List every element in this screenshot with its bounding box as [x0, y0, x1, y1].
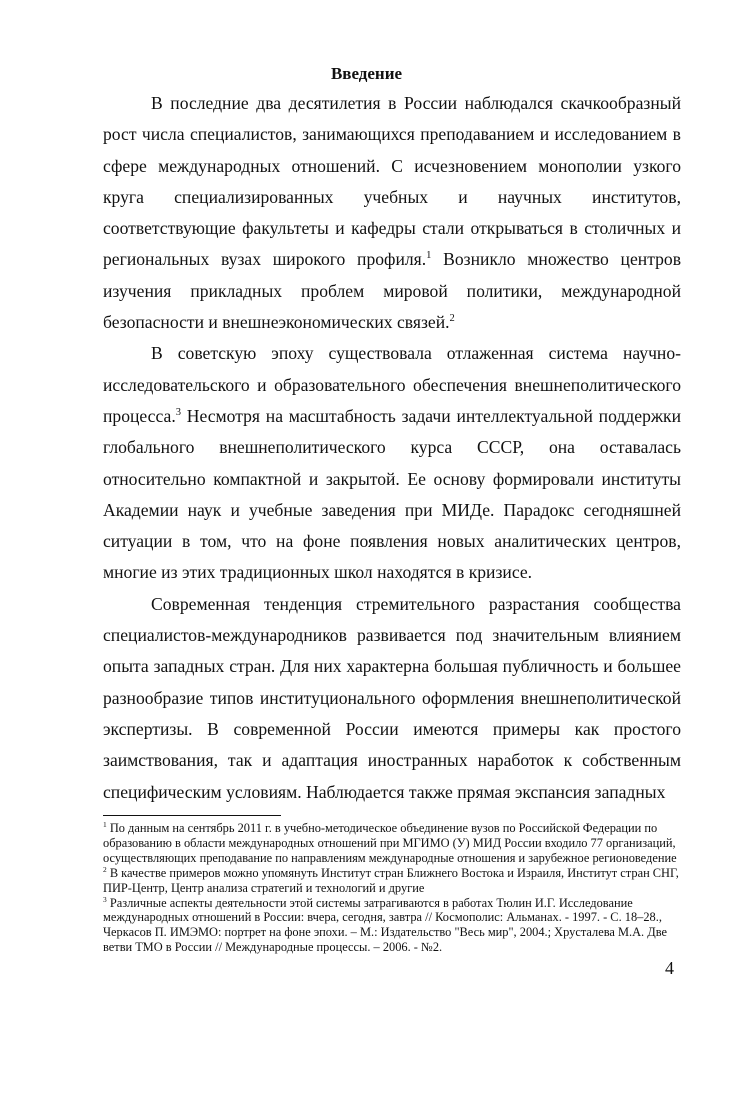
paragraph [103, 589, 681, 808]
footnote-reference: 3 [175, 407, 181, 419]
footnote-text: В качестве примеров можно упомянуть Институт стран Ближнего Востока и Израиля, Институт стран СНГ, ПИР-Центр, Центр анализа стратегий и технологий и другие [103, 865, 679, 895]
footnote-mark: 1 [103, 819, 107, 829]
footnote [103, 896, 681, 956]
footnote-text: По данным на сентябрь 2011 г. в учебно-методическое объединение вузов по Российской Федерации по образованию в области международных отношений при МГИМО (У) МИД России входило 77 организаций, осуществляющих преподавание по направлениям международные отношения и зарубежное регионоведение [103, 821, 677, 865]
paragraph-text: В советскую эпоху существовала отлаженная система научно-исследовательского и образовательного обеспечения внешнеполитического процесса. [103, 343, 681, 426]
body-text [103, 88, 681, 808]
footnotes [103, 821, 681, 955]
paragraph-text: Возникло множество центров изучения прикладных проблем мировой политики, международной безопасности и внешнеэкономических связей. [103, 249, 682, 333]
paragraph-text: В последние два десятилетия в России наблюдался скачкообразный рост числа специалистов, занимающихся преподаванием и исследованием в сфере международных отношений. С исчезновением монополии узкого круга специализированных учебных и научных институтов, соответствующие факультеты и кафедры стали открываться в столичных и региональных вузах широкого профиля. [103, 93, 681, 270]
footnote-separator [103, 815, 281, 816]
paragraph [103, 338, 681, 588]
page-number: 4 [665, 958, 674, 978]
paragraph-text: Современная тенденция стремительного разрастания сообщества специалистов-международников развивается под значительным влиянием опыта западных стран. Для них характерна большая публичность и большее разнообразие типов институционального оформления внешнеполитической экспертизы. В современной России имеются примеры как простого заимствования, так и адаптация иностранных наработок к собственным специфическим условиям. Наблюдается также прямая экспансия западных [103, 593, 681, 802]
section-heading: Введение [330, 64, 403, 83]
footnote-reference: 2 [449, 313, 455, 325]
footnote-mark: 3 [103, 894, 107, 904]
footnote-text: Различные аспекты деятельности этой системы затрагиваются в работах Тюлин И.Г. Исследование международных отношений в России: вчера, сегодня, завтра // Космополис: Альманах. - 1997. - С. 18–28., Черкасов П. ИМЭМО: портрет на фоне эпохи. – М.: Издательство "Весь мир", 2004.; Хрусталева М.А. Две ветви ТМО в России // Международные процессы. – 2006. - №2. [103, 895, 667, 955]
footnote-mark: 2 [103, 864, 107, 874]
footnote [103, 866, 681, 896]
paragraph [103, 88, 681, 338]
footnote [103, 821, 681, 866]
footnote-reference: 1 [426, 250, 432, 262]
paragraph-text: Несмотря на масштабность задачи интеллектуальной поддержки глобального внешнеполитического курса СССР, она оставалась относительно компактной и закрытой. Ее основу формировали институты Академии наук и учебные заведения при МИДе. Парадокс сегодняшней ситуации в том, что на фоне появления новых аналитических центров, многие из этих традиционных школ находятся в кризисе. [103, 405, 681, 583]
